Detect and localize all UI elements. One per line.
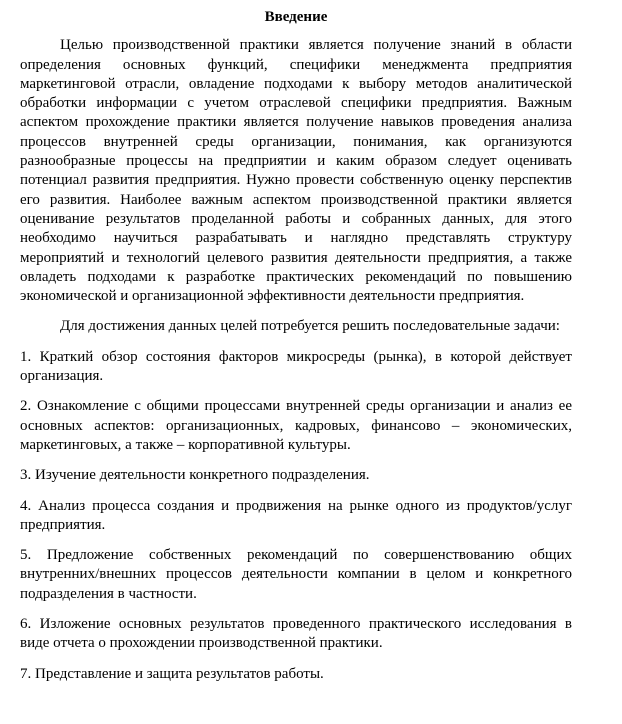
task-item-6: 6. Изложение основных результатов проведенного практического исследования в виде отчета о прохождении производственной практики. bbox=[20, 616, 572, 652]
task-item-7: 7. Представление и защита результатов работы. bbox=[20, 665, 324, 682]
paragraph-goals: Целью производственной практики является получение знаний в области определения основных функций, специфики менеджмента предприятия маркетинговой отрасли, овладение подходами к выбору методов аналитической обработки информации с учетом отраслевой специфики предприятия. Важным аспектом прохождение практики является получение навыков проведения анализа процессов внутренней среды организации, понимания, как организуются разнообразные процессы на предприятии и каким образом следует оценивать потенциал развития предприятия. Нужно провести собственную оценку перспектив его развития. Наиболее важным аспектом производственной практики является оценивание результатов проделанной работы и собранных данных, для этого необходимо научиться разрабатывать и наглядно представлять структуру мероприятий и технологий целевого развития деятельности предприятия, а также овладеть подходами к разработке практических рекомендаций по повышению экономической и организационной эффективности деятельности предприятия. bbox=[20, 37, 572, 305]
task-item-1: 1. Краткий обзор состояния факторов микросреды (рынка), в которой действует организация. bbox=[20, 348, 572, 385]
document-title: Введение bbox=[264, 9, 328, 25]
task-item-2: 2. Ознакомление с общими процессами внутренней среды организации и анализ ее основных аспектов: организационных, кадровых, финансово – экономических, маркетинговых, а также – корпоративной культуры. bbox=[20, 398, 572, 453]
paragraph-tasks-intro: Для достижения данных целей потребуется решить последовательные задачи: bbox=[60, 318, 560, 335]
task-item-4: 4. Анализ процесса создания и продвижения на рынке одного из продуктов/услуг предприятия. bbox=[20, 497, 572, 533]
task-item-5: 5. Предложение собственных рекомендаций по совершенствованию общих внутренних/внешних процессов деятельности компании в целом и конкретного подразделения в частности. bbox=[20, 547, 572, 602]
task-item-3: 3. Изучение деятельности конкретного подразделения. bbox=[20, 467, 370, 484]
